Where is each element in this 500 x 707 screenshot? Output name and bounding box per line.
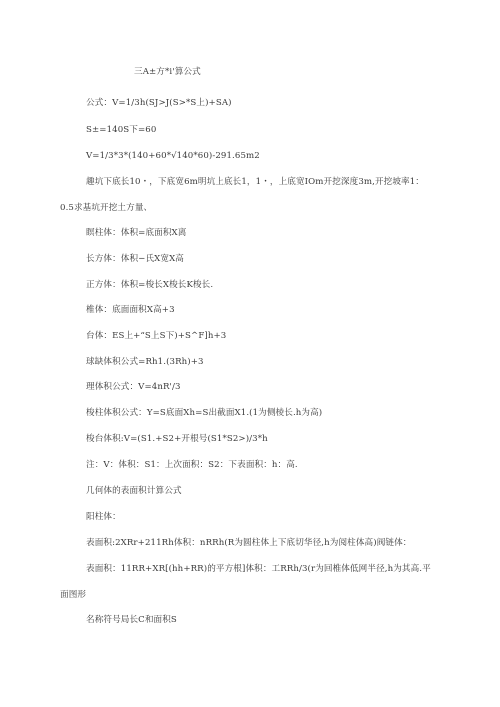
doc-title: 三A±方*i'算公式 bbox=[134, 67, 201, 77]
text-line: 长方体：体积−氏X宽X高 bbox=[86, 254, 184, 264]
text-line: 瞑柱体：体积=底面积X离 bbox=[86, 228, 187, 238]
text-line: 表面积:2XRr+211Rh体积：nRRh(R为圆柱体上下底切华径,h为阅柱体高)阀链体： bbox=[86, 538, 412, 548]
text-line: 面图形 bbox=[60, 590, 87, 600]
text-line: 球缺体积公式=Rh1.(3Rh)+3 bbox=[86, 357, 204, 367]
section-heading: 几何体的表面积计算公式 bbox=[86, 486, 182, 496]
text-line: 趣坑下底长10・，下底宽6m明坑上底长1，1・，上底宽IOm开挖深度3m,开挖坡率1： bbox=[86, 177, 425, 187]
text-line: 名称符号局长C和面积S bbox=[86, 615, 177, 625]
text-line: 椎体：底面面积X高+3 bbox=[86, 305, 175, 315]
text-line: 正方体：体积=梭长X梭长K梭长. bbox=[86, 280, 214, 290]
formula-line: S±=140S下=60 bbox=[86, 125, 157, 135]
text-line: 梭台体积:V=(S1.+S2+开根号(S1*S2>)/3*h bbox=[86, 434, 268, 444]
formula-line: V=1/3*3*(140+60*√140*60)-291.65m2 bbox=[86, 151, 260, 161]
text-line: 表面积：11RR+XR[(hh+RR)的平方根]体积：工RRh/3(r为回椎体低网半径,h为其高.平 bbox=[86, 564, 431, 574]
text-line: 注：V：体积：S1：上次面积：S2：下表面积：h：高. bbox=[86, 460, 298, 470]
text-line: 阳柱体： bbox=[86, 512, 121, 522]
text-line: 0.5求基坑开挖土方量、 bbox=[60, 203, 153, 213]
text-line: 梭柱体积公式：Y=S底面Xh=S出截面X1.(1为侧棱长.h为高) bbox=[86, 408, 323, 418]
text-line: 台体：ES上+“S上S下)+S^F]h+3 bbox=[86, 331, 227, 341]
formula-line: 公式：V=1/3h(SJ>J(S>*S上)+SA) bbox=[86, 98, 232, 108]
text-line: 理体积公式：V=4nR'/3 bbox=[86, 382, 181, 392]
